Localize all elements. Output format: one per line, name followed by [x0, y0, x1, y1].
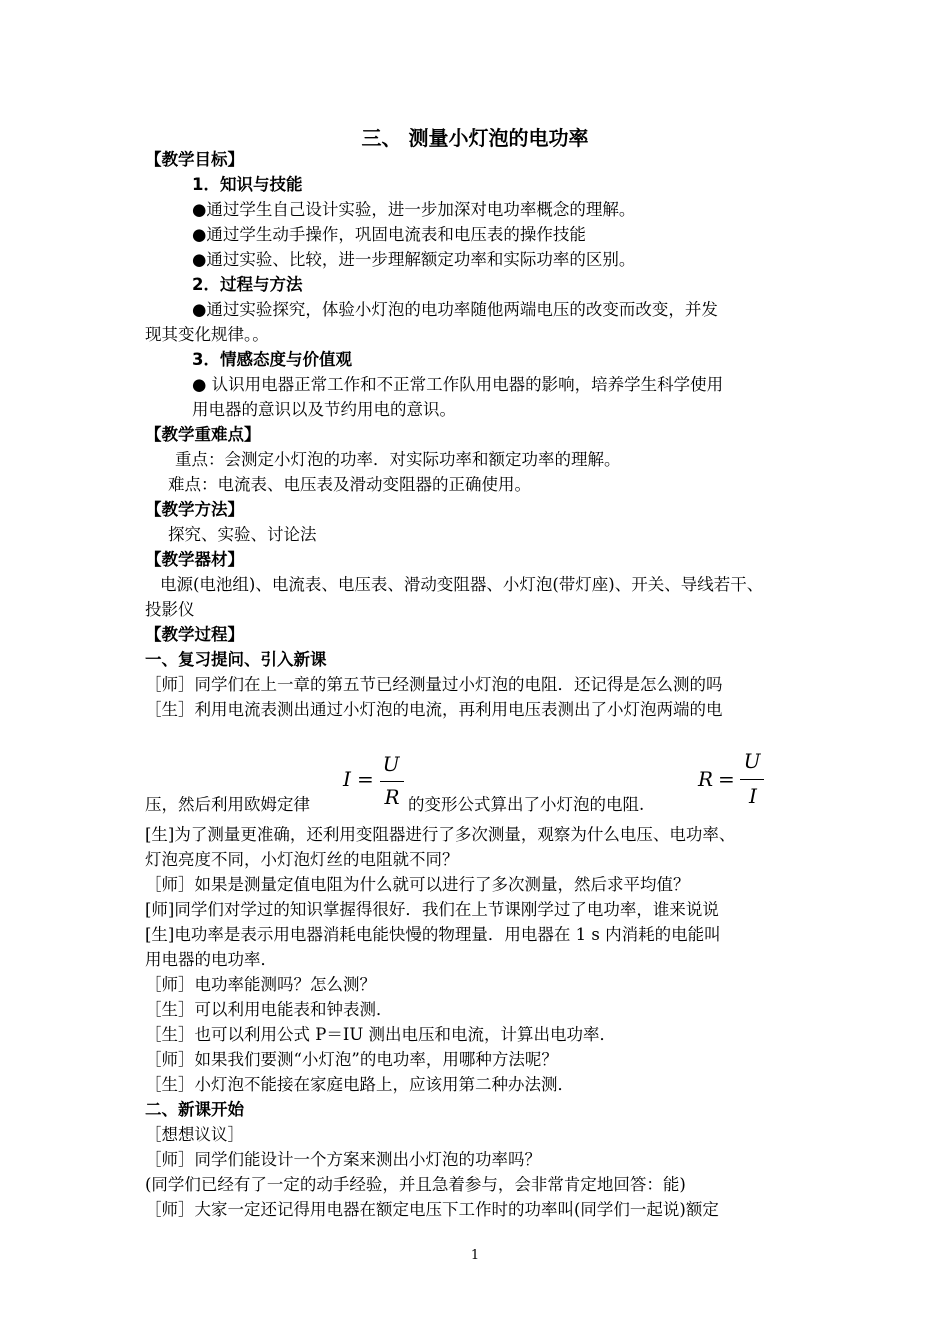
fraction-bar — [740, 779, 764, 780]
text-line: 灯泡亮度不同，小灯泡灯丝的电阻就不同？ — [145, 850, 459, 869]
text-line: ［师］如果是测量定值电阻为什么就可以进行了多次测量，然后求平均值？ — [145, 875, 690, 894]
text-line: ［师］如果我们要测“小灯泡”的电功率，用哪种方法呢？ — [145, 1050, 558, 1069]
text-line: 用电器的电功率． — [145, 950, 277, 969]
formula-equals: = — [357, 767, 374, 791]
section-heading: 【教学过程】 — [145, 625, 244, 644]
text-line: [生]为了测量更准确，还利用变阻器进行了多次测量，观察为什么电压、电功率、 — [145, 825, 736, 844]
text-line: ［师］同学们能设计一个方案来测出小灯泡的功率吗？ — [145, 1150, 541, 1169]
formula-equals: = — [718, 767, 735, 791]
text-line: ［生］也可以利用公式 P＝IU 测出电压和电流，计算出电功率． — [145, 1025, 617, 1044]
formula-numerator: U — [382, 752, 400, 776]
text-line: (同学们已经有了一定的动手经验，并且急着参与，会非常肯定地回答：能) — [145, 1175, 686, 1194]
text-line: ●通过学生动手操作，巩固电流表和电压表的操作技能 — [192, 225, 586, 244]
text-line: 投影仪 — [145, 600, 195, 619]
fraction-bar — [380, 781, 404, 782]
text-line: ●通过实验、比较，进一步理解额定功率和实际功率的区别。 — [192, 250, 636, 269]
text-line: ［师］大家一定还记得用电器在额定电压下工作时的功率叫(同学们一起说)额定 — [145, 1200, 719, 1219]
section-heading: 二、新课开始 — [145, 1100, 244, 1119]
text-line: ●通过学生自己设计实验，进一步加深对电功率概念的理解。 — [192, 200, 636, 219]
section-heading: 【教学器材】 — [145, 550, 244, 569]
text-line: 电源(电池组)、电流表、电压表、滑动变阻器、小灯泡(带灯座)、开关、导线若干、 — [160, 575, 764, 594]
text-line: 的变形公式算出了小灯泡的电阻. — [408, 795, 645, 814]
subsection-heading: 2．过程与方法 — [192, 275, 303, 294]
formula-numerator: U — [743, 749, 761, 773]
text-line: [生]电功率是表示用电器消耗电能快慢的物理量．用电器在 1 s 内消耗的电能叫 — [145, 925, 721, 944]
section-heading: 【教学方法】 — [145, 500, 244, 519]
text-line: ● 认识用电器正常工作和不正常工作队用电器的影响，培养学生科学使用 — [192, 375, 724, 394]
formula-denominator: R — [384, 785, 400, 809]
page-number: 1 — [470, 1248, 480, 1263]
text-line: ［生］利用电流表测出通过小灯泡的电流，再利用电压表测出了小灯泡两端的电 — [145, 700, 723, 719]
text-line: ［生］小灯泡不能接在家庭电路上，应该用第二种办法测． — [145, 1075, 574, 1094]
text-line: ［师］同学们在上一章的第五节已经测量过小灯泡的电阻．还记得是怎么测的吗 — [145, 675, 723, 694]
text-line: ●通过实验探究，体验小灯泡的电功率随他两端电压的改变而改变，并发 — [192, 300, 718, 319]
text-line: 用电器的意识以及节约用电的意识。 — [192, 400, 456, 419]
text-line: 探究、实验、讨论法 — [168, 525, 317, 544]
text-line: [师]同学们对学过的知识掌握得很好．我们在上节课刚学过了电功率，谁来说说 — [145, 900, 719, 919]
text-line: ［想想议议］ — [145, 1125, 244, 1144]
section-heading: 一、复习提问、引入新课 — [145, 650, 327, 669]
section-heading: 【教学目标】 — [145, 150, 244, 169]
text-line: 难点：电流表、电压表及滑动变阻器的正确使用。 — [168, 475, 531, 494]
text-line: 压，然后利用欧姆定律 — [145, 795, 310, 814]
section-heading: 【教学重难点】 — [145, 425, 261, 444]
formula-lhs: I — [343, 767, 351, 791]
formula-denominator: I — [749, 784, 757, 808]
formula-lhs: R — [698, 767, 714, 791]
page-title: 三、 测量小灯泡的电功率 — [361, 126, 589, 150]
text-line: 现其变化规律。。 — [145, 325, 269, 344]
text-line: 重点：会测定小灯泡的功率．对实际功率和额定功率的理解。 — [175, 450, 621, 469]
subsection-heading: 3．情感态度与价值观 — [192, 350, 352, 369]
text-line: ［生］可以利用电能表和钟表测． — [145, 1000, 393, 1019]
text-line: ［师］电功率能测吗？怎么测？ — [145, 975, 376, 994]
subsection-heading: 1．知识与技能 — [192, 175, 303, 194]
